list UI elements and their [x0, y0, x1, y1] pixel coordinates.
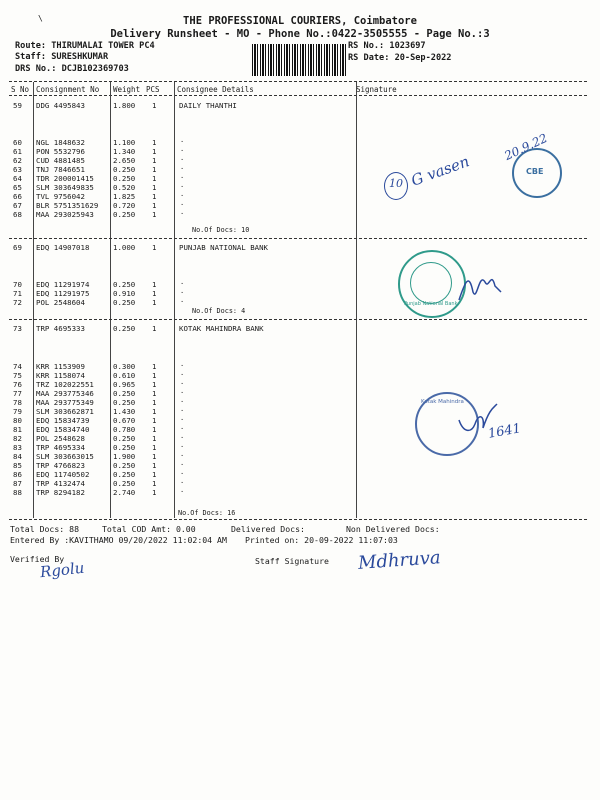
row-consignment: DDG 4495843 — [36, 101, 85, 110]
consignee-name: KOTAK MAHINDRA BANK — [179, 324, 264, 333]
barcode — [252, 44, 348, 76]
dot-marker: . — [180, 278, 185, 286]
row-pcs: 1 — [152, 201, 157, 210]
consignee-name: DAILY THANTHI — [179, 101, 237, 110]
row-weight: 0.720 — [113, 201, 136, 210]
page-subtitle: Delivery Runsheet - MO - Phone No.:0422-3505555 - Page No.:3 — [110, 28, 490, 40]
table-row — [0, 398, 600, 407]
table-row — [0, 243, 600, 252]
row-pcs: 1 — [152, 488, 157, 497]
row-consignment: SLM 303663015 — [36, 452, 94, 461]
dot-marker: . — [180, 199, 185, 207]
table-row — [0, 280, 600, 289]
row-consignment: CUD 4881485 — [36, 156, 85, 165]
verified-signature: Rgolu — [39, 558, 86, 582]
row-weight: 0.965 — [113, 380, 136, 389]
row-consignment: TRP 4695333 — [36, 324, 85, 333]
row-weight: 0.250 — [113, 174, 136, 183]
row-sno: 63 — [13, 165, 22, 174]
table-row — [0, 201, 600, 210]
row-consignment: TVL 9756042 — [36, 192, 85, 201]
printed-on: Printed on: 20-09-2022 11:07:03 — [245, 535, 398, 545]
dot-marker: . — [180, 208, 185, 216]
row-consignment: TRP 4695334 — [36, 443, 85, 452]
divider — [9, 319, 587, 320]
page-title: THE PROFESSIONAL COURIERS, Coimbatore — [183, 15, 417, 27]
row-pcs: 1 — [152, 398, 157, 407]
row-consignment: TRP 4132474 — [36, 479, 85, 488]
dot-marker: . — [180, 378, 185, 386]
row-weight: 1.340 — [113, 147, 136, 156]
row-sno: 75 — [13, 371, 22, 380]
divider — [9, 95, 587, 96]
dot-marker: . — [180, 405, 185, 413]
table-row — [0, 289, 600, 298]
dot-marker: . — [180, 387, 185, 395]
dot-marker: . — [180, 190, 185, 198]
row-weight: 0.670 — [113, 416, 136, 425]
row-weight: 1.900 — [113, 452, 136, 461]
entered-by: Entered By :KAVITHAMO 09/20/2022 11:02:04 AM — [10, 535, 227, 545]
row-consignment: MAA 293775349 — [36, 398, 94, 407]
row-pcs: 1 — [152, 147, 157, 156]
row-sno: 78 — [13, 398, 22, 407]
divider — [9, 519, 587, 520]
row-weight: 0.780 — [113, 425, 136, 434]
row-weight: 0.520 — [113, 183, 136, 192]
row-pcs: 1 — [152, 192, 157, 201]
row-consignment: TRZ 102022551 — [36, 380, 94, 389]
row-pcs: 1 — [152, 174, 157, 183]
row-consignment: EDQ 11291974 — [36, 280, 90, 289]
dot-marker: . — [180, 396, 185, 404]
table-row — [0, 192, 600, 201]
drs-label: DRS No.: DCJB102369703 — [15, 64, 129, 74]
dot-marker: . — [180, 360, 185, 368]
staff-signature-label: Staff Signature — [255, 556, 329, 566]
row-consignment: NGL 1848632 — [36, 138, 85, 147]
row-pcs: 1 — [152, 479, 157, 488]
row-consignment: TRP 8294182 — [36, 488, 85, 497]
dot-marker: . — [180, 450, 185, 458]
stamp-inner-ring — [410, 262, 452, 304]
row-sno: 86 — [13, 470, 22, 479]
row-weight: 1.800 — [113, 101, 136, 110]
table-row — [0, 165, 600, 174]
row-consignment: TRP 4766823 — [36, 461, 85, 470]
row-pcs: 1 — [152, 380, 157, 389]
verified-by-label: Verified By — [10, 554, 65, 564]
row-sno: 79 — [13, 407, 22, 416]
row-pcs: 1 — [152, 165, 157, 174]
row-pcs: 1 — [152, 470, 157, 479]
row-sno: 71 — [13, 289, 22, 298]
row-consignment: EDQ 11740502 — [36, 470, 90, 479]
table-row — [0, 210, 600, 219]
row-pcs: 1 — [152, 101, 157, 110]
row-weight: 1.430 — [113, 407, 136, 416]
table-row — [0, 380, 600, 389]
no-of-docs: No.Of Docs: 10 — [192, 226, 250, 234]
row-weight: 0.250 — [113, 210, 136, 219]
dot-marker: . — [180, 432, 185, 440]
row-consignment: MAA 293775346 — [36, 389, 94, 398]
handwritten-signature-mark — [455, 262, 505, 307]
row-sno: 60 — [13, 138, 22, 147]
row-sno: 80 — [13, 416, 22, 425]
row-weight: 0.250 — [113, 434, 136, 443]
row-pcs: 1 — [152, 362, 157, 371]
divider — [9, 81, 587, 82]
table-row — [0, 470, 600, 479]
table-row — [0, 461, 600, 470]
row-weight: 0.250 — [113, 479, 136, 488]
row-sno: 70 — [13, 280, 22, 289]
handwritten-number: 1641 — [486, 421, 523, 442]
row-weight: 2.740 — [113, 488, 136, 497]
table-row — [0, 479, 600, 488]
table-row — [0, 488, 600, 497]
row-weight: 2.650 — [113, 156, 136, 165]
row-sno: 67 — [13, 201, 22, 210]
dot-marker: . — [180, 136, 185, 144]
handwritten-number: 10 — [389, 177, 403, 190]
tick-mark: \ — [38, 14, 43, 23]
row-weight: 1.100 — [113, 138, 136, 147]
table-row — [0, 371, 600, 380]
row-sno: 73 — [13, 324, 22, 333]
row-consignment: POL 2548604 — [36, 298, 85, 307]
row-pcs: 1 — [152, 434, 157, 443]
row-sno: 76 — [13, 380, 22, 389]
dot-marker: . — [180, 477, 185, 485]
staff-label: Staff: SURESHKUMAR — [15, 52, 109, 62]
consignee-name: PUNJAB NATIONAL BANK — [179, 243, 268, 252]
col-sno: S No — [11, 85, 30, 94]
dot-marker: . — [180, 414, 185, 422]
row-pcs: 1 — [152, 389, 157, 398]
row-pcs: 1 — [152, 443, 157, 452]
dot-marker: . — [180, 296, 185, 304]
circled-number — [384, 172, 408, 200]
divider — [9, 238, 587, 239]
dot-marker: . — [180, 486, 185, 494]
handwritten-date: 20.9.22 — [502, 130, 550, 164]
row-weight: 0.250 — [113, 443, 136, 452]
table-row — [0, 443, 600, 452]
row-consignment: EDQ 15834740 — [36, 425, 90, 434]
dot-marker: . — [180, 172, 185, 180]
table-row — [0, 407, 600, 416]
row-pcs: 1 — [152, 371, 157, 380]
dot-marker: . — [180, 181, 185, 189]
row-weight: 0.250 — [113, 165, 136, 174]
row-sno: 72 — [13, 298, 22, 307]
row-weight: 0.250 — [113, 389, 136, 398]
row-weight: 0.250 — [113, 280, 136, 289]
dot-marker: . — [180, 369, 185, 377]
row-pcs: 1 — [152, 416, 157, 425]
dot-marker: . — [180, 459, 185, 467]
row-sno: 88 — [13, 488, 22, 497]
dot-marker: . — [180, 441, 185, 449]
row-sno: 77 — [13, 389, 22, 398]
dot-marker: . — [180, 468, 185, 476]
col-weight: Weight — [113, 85, 141, 94]
table-row — [0, 101, 600, 110]
non-delivered-docs: Non Delivered Docs: — [346, 524, 440, 534]
rs-no-label: RS No.: 1023697 — [348, 41, 426, 51]
row-consignment: SLM 303649835 — [36, 183, 94, 192]
row-consignment: BLR 5751351629 — [36, 201, 99, 210]
row-consignment: POL 2548628 — [36, 434, 85, 443]
row-consignment: EDQ 14907018 — [36, 243, 90, 252]
handwritten-signature: G vasen — [408, 152, 472, 190]
col-signature: Signature — [356, 85, 397, 94]
table-row — [0, 324, 600, 333]
rs-date-label: RS Date: 20-Sep-2022 — [348, 53, 452, 63]
row-sno: 69 — [13, 243, 22, 252]
row-consignment: TDR 200001415 — [36, 174, 94, 183]
row-sno: 68 — [13, 210, 22, 219]
dot-marker: . — [180, 145, 185, 153]
total-cod: Total COD Amt: 0.00 — [102, 524, 196, 534]
table-row — [0, 298, 600, 307]
row-pcs: 1 — [152, 138, 157, 147]
row-pcs: 1 — [152, 183, 157, 192]
row-sno: 87 — [13, 479, 22, 488]
row-pcs: 1 — [152, 156, 157, 165]
row-pcs: 1 — [152, 210, 157, 219]
table-row — [0, 174, 600, 183]
route-label: Route: THIRUMALAI TOWER PC4 — [15, 41, 155, 51]
no-of-docs: No.Of Docs: 4 — [192, 307, 246, 315]
row-weight: 0.300 — [113, 362, 136, 371]
row-consignment: KRR 1158074 — [36, 371, 85, 380]
stamp-text: Punjab National Bank — [404, 301, 458, 307]
row-consignment: TNJ 7846651 — [36, 165, 85, 174]
row-sno: 61 — [13, 147, 22, 156]
row-consignment: EDQ 11291975 — [36, 289, 90, 298]
row-weight: 0.250 — [113, 470, 136, 479]
row-consignment: SLM 303662871 — [36, 407, 94, 416]
row-consignment: MAA 293025943 — [36, 210, 94, 219]
row-pcs: 1 — [152, 243, 157, 252]
row-weight: 0.250 — [113, 298, 136, 307]
handwritten-signature-mark — [455, 398, 500, 438]
row-consignment: EDQ 15834739 — [36, 416, 90, 425]
row-weight: 0.250 — [113, 398, 136, 407]
delivered-docs: Delivered Docs: — [231, 524, 305, 534]
dot-marker: . — [180, 423, 185, 431]
row-weight: 1.000 — [113, 243, 136, 252]
row-pcs: 1 — [152, 298, 157, 307]
row-pcs: 1 — [152, 280, 157, 289]
col-details: Consignee Details — [177, 85, 254, 94]
row-consignment: PON 5532796 — [36, 147, 85, 156]
col-pcs: PCS — [146, 85, 160, 94]
row-sno: 74 — [13, 362, 22, 371]
row-pcs: 1 — [152, 289, 157, 298]
table-row — [0, 389, 600, 398]
dot-marker: . — [180, 163, 185, 171]
row-pcs: 1 — [152, 461, 157, 470]
no-of-docs: No.Of Docs: 16 — [178, 509, 236, 517]
row-pcs: 1 — [152, 425, 157, 434]
row-sno: 65 — [13, 183, 22, 192]
row-sno: 85 — [13, 461, 22, 470]
row-sno: 66 — [13, 192, 22, 201]
row-consignment: KRR 1153909 — [36, 362, 85, 371]
total-docs: Total Docs: 88 — [10, 524, 80, 534]
row-sno: 82 — [13, 434, 22, 443]
row-weight: 0.910 — [113, 289, 136, 298]
row-sno: 83 — [13, 443, 22, 452]
row-weight: 1.825 — [113, 192, 136, 201]
row-pcs: 1 — [152, 407, 157, 416]
row-weight: 0.610 — [113, 371, 136, 380]
row-sno: 59 — [13, 101, 22, 110]
table-row — [0, 183, 600, 192]
col-consignment: Consignment No — [36, 85, 100, 94]
row-sno: 81 — [13, 425, 22, 434]
stamp-text: Kotak Mahindra — [421, 399, 464, 405]
dot-marker: . — [180, 287, 185, 295]
dot-marker: . — [180, 154, 185, 162]
row-weight: 0.250 — [113, 461, 136, 470]
stamp-text: CBE — [526, 167, 544, 176]
row-sno: 84 — [13, 452, 22, 461]
row-pcs: 1 — [152, 452, 157, 461]
row-pcs: 1 — [152, 324, 157, 333]
row-sno: 62 — [13, 156, 22, 165]
table-row — [0, 362, 600, 371]
row-weight: 0.250 — [113, 324, 136, 333]
row-sno: 64 — [13, 174, 22, 183]
table-row — [0, 452, 600, 461]
staff-signature: Mdhruva — [357, 547, 442, 574]
